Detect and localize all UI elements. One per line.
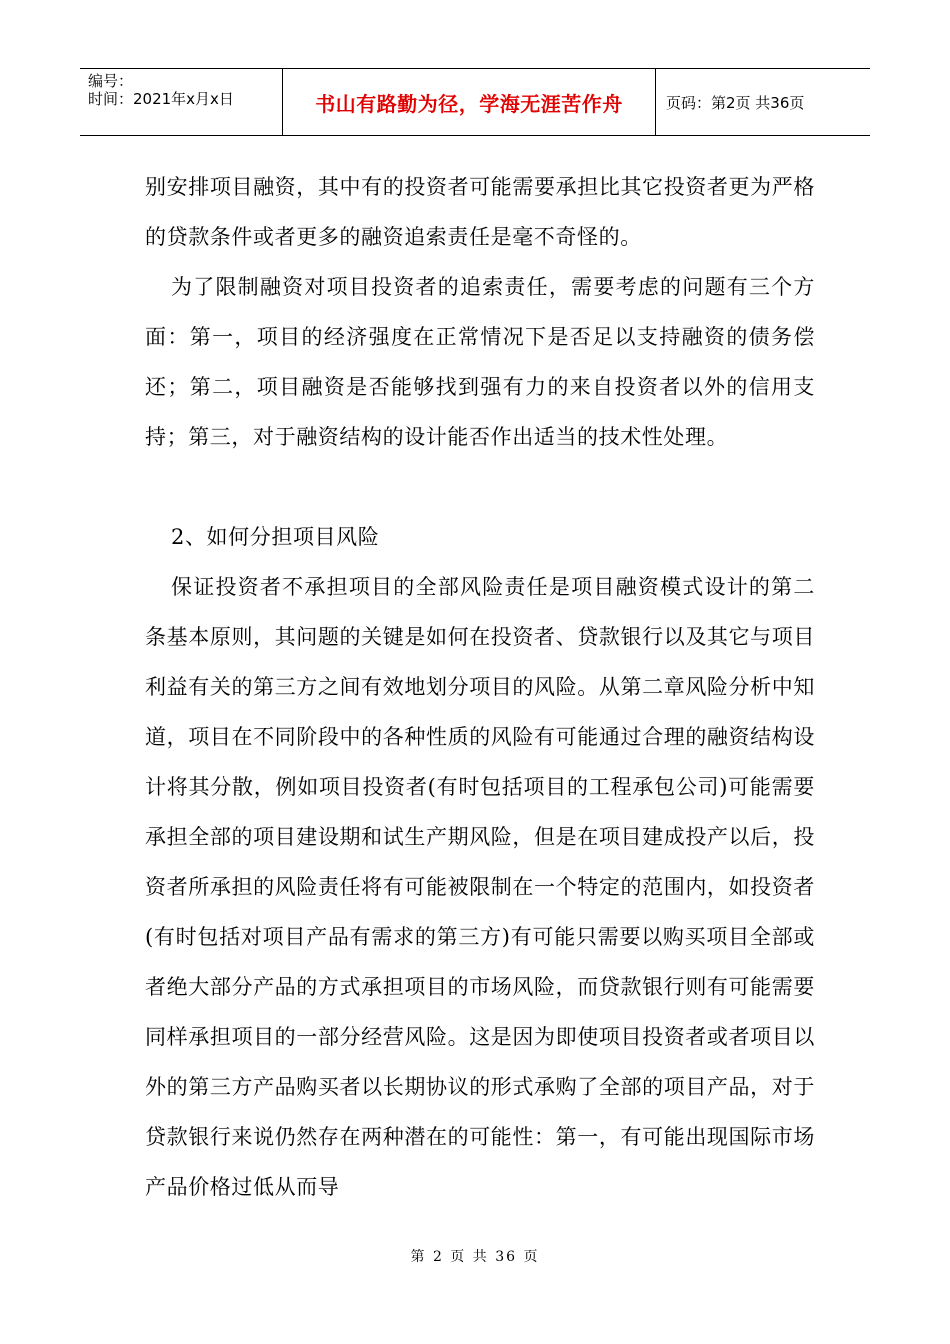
section-heading: 2、如何分担项目风险 [171,525,380,549]
document-body [145,162,815,1212]
page-header [80,68,870,136]
body-paragraph: 保证投资者不承担项目的全部风险责任是项目融资模式设计的第二条基本原则，其问题的关键是如何在投资者、贷款银行以及其它与项目利益有关的第三方之间有效地划分项目的风险。从第二章风险分析中知道，项目在不同阶段中的各种性质的风险有可能通过合理的融资结构设计将其分散，例如项目投资者(有时包括项目的工程承包公司)可能需要承担全部的项目建设期和试生产期风险，但是在项目建成投产以后，投资者所承担的风险责任将有可能被限制在一个特定的范围内，如投资者(有时包括对项目产品有需求的第三方)有可能只需要以购买项目全部或者绝大部分产品的方式承担项目的市场风险，而贷款银行则有可能需要同样承担项目的一部分经营风险。这是因为即使项目投资者或者项目以外的第三方产品购买者以长期协议的形式承购了全部的项目产品，对于贷款银行来说仍然存在两种潜在的可能性：第一，有可能出现国际市场产品价格过低从而导 [145,575,815,1199]
header-page-info: 页码：第2页 共36页 [666,93,805,112]
header-meta [80,69,283,135]
body-paragraph: 别安排项目融资，其中有的投资者可能需要承担比其它投资者更为严格的贷款条件或者更多的融资追索责任是毫不奇怪的。 [145,175,815,249]
body-paragraph: 为了限制融资对项目投资者的追索责任，需要考虑的问题有三个方面：第一，项目的经济强度在正常情况下是否足以支持融资的债务偿还；第二，项目融资是否能够找到强有力的来自投资者以外的信用支持；第三，对于融资结构的设计能否作出适当的技术性处理。 [145,275,815,449]
page-footer: 第 2 页 共 36 页 [410,1249,540,1265]
document-date: 时间：2021年x月x日 [88,90,234,108]
document-number-label: 编号： [88,72,134,90]
header-motto: 书山有路勤为径，学海无涯苦作舟 [283,69,656,135]
